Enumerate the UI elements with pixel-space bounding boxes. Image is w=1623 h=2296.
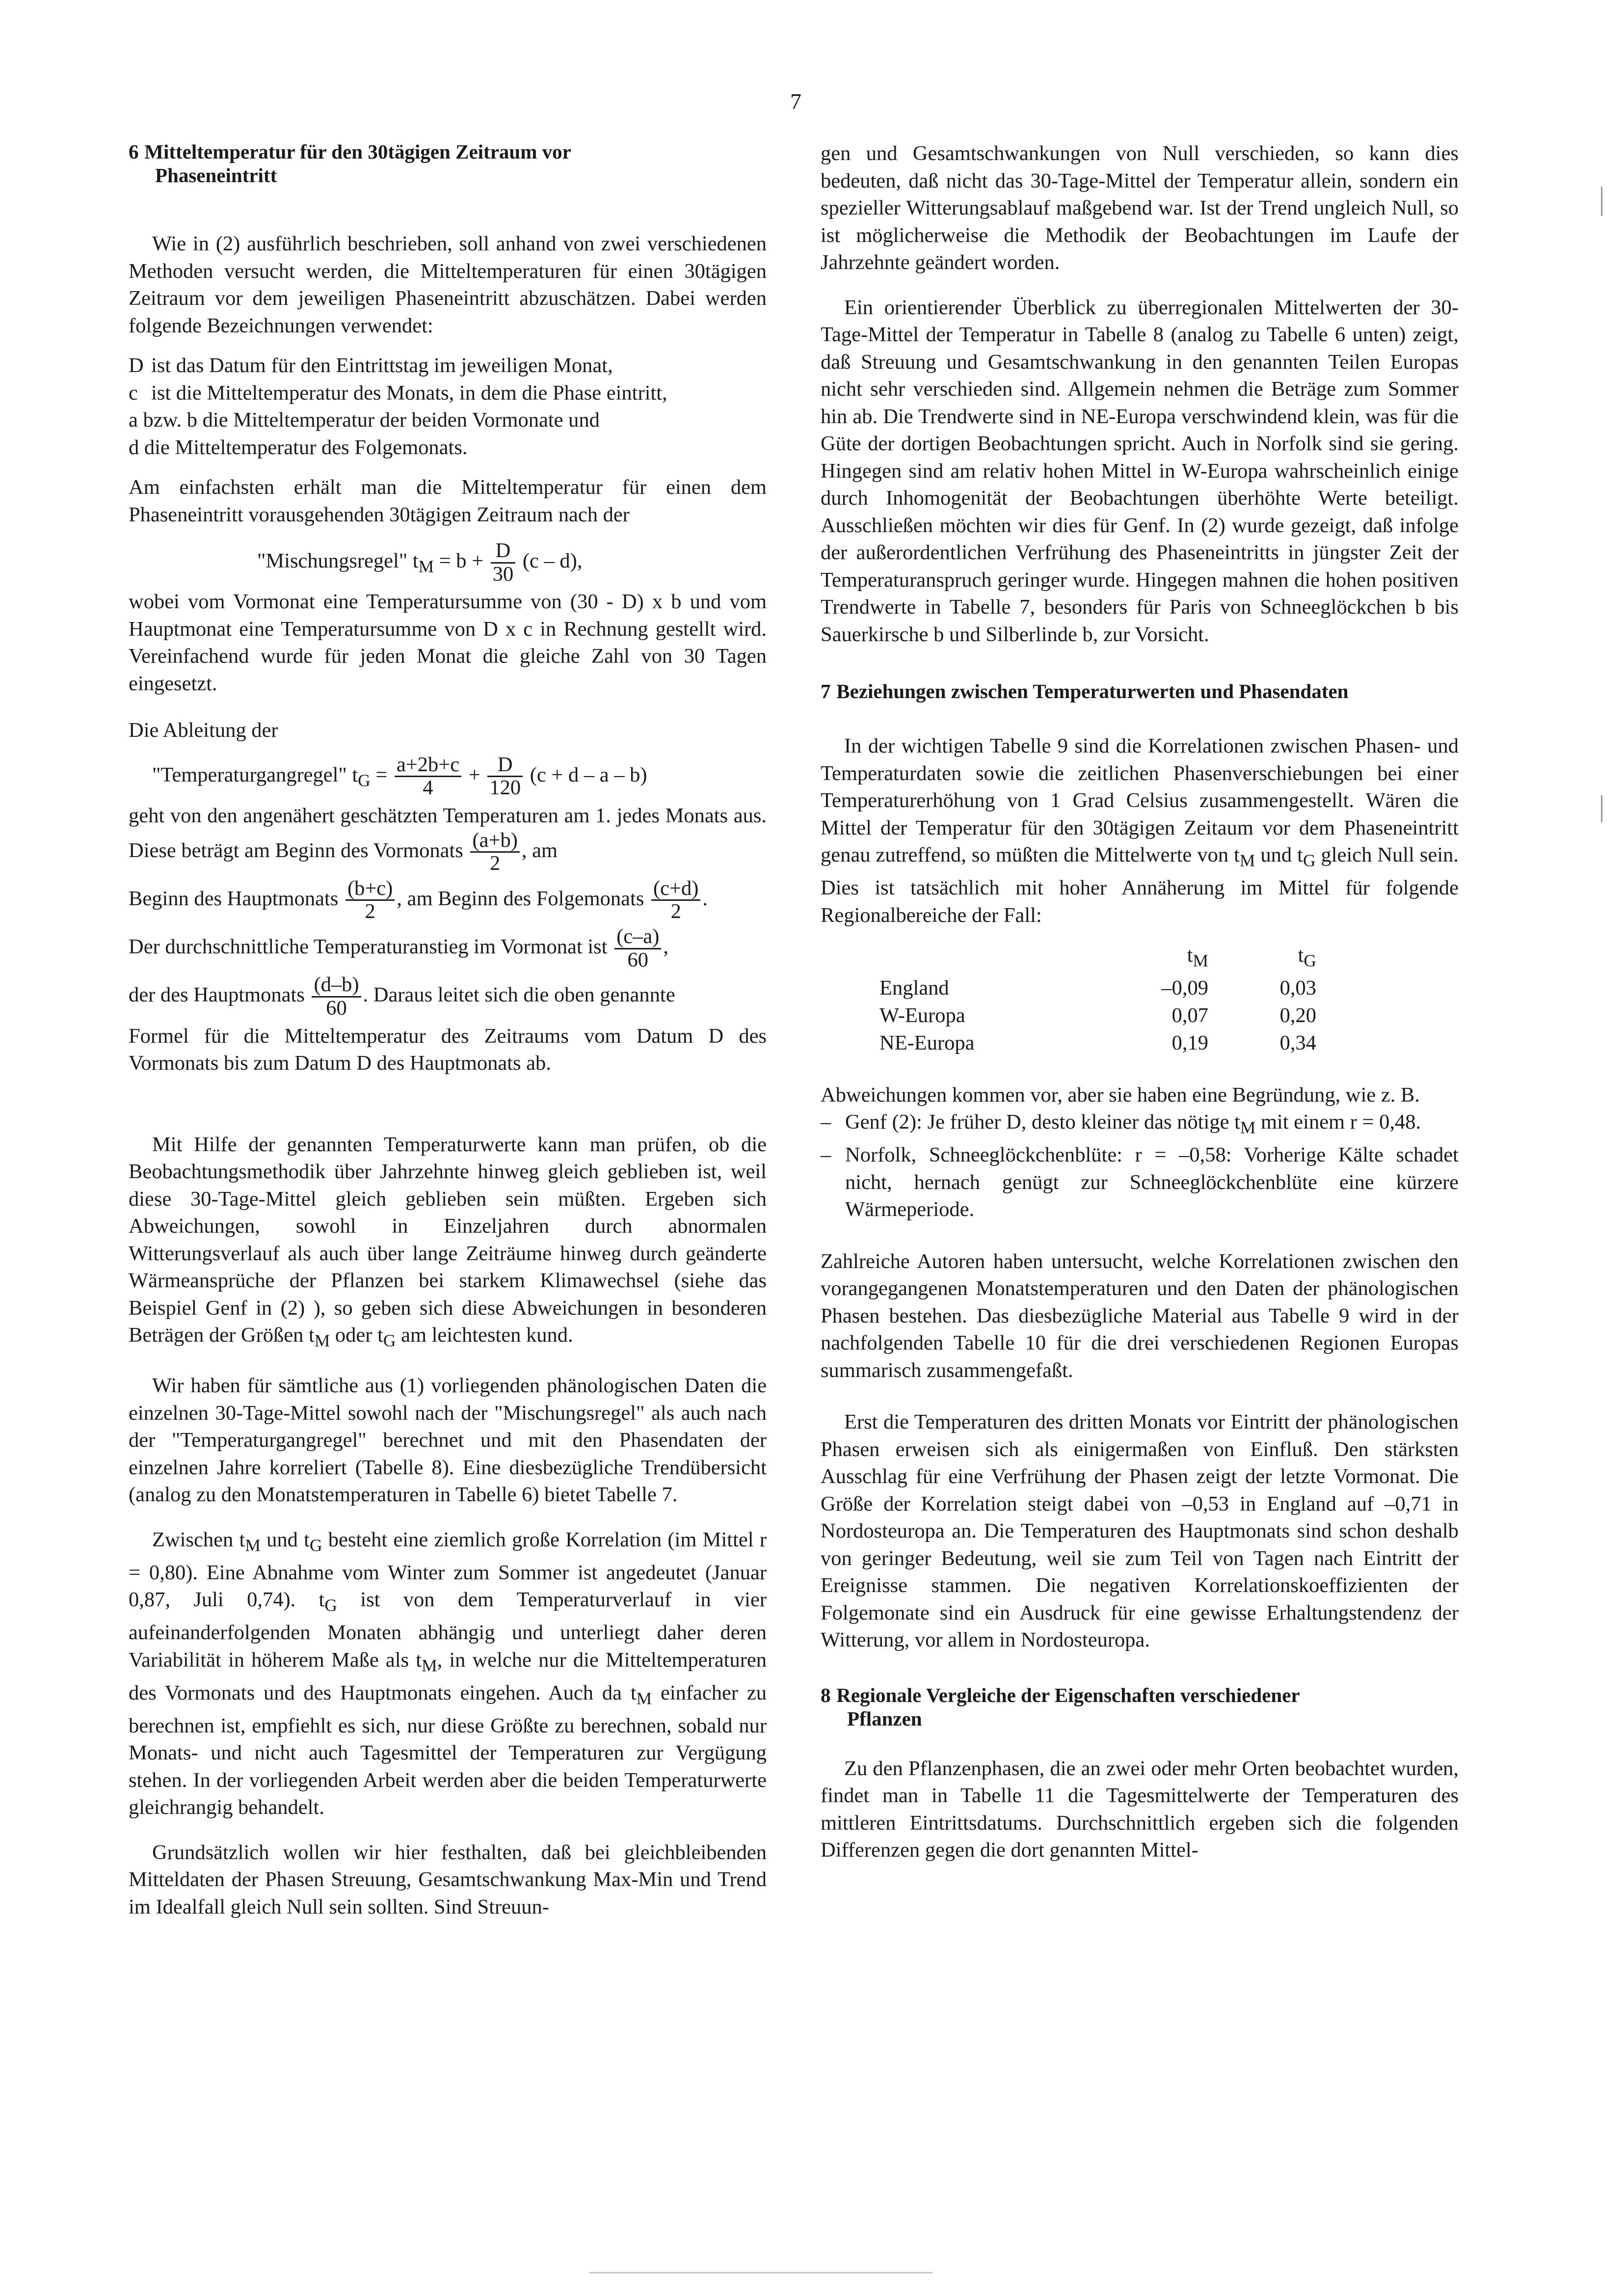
region-cell: W-Europa (879, 1003, 965, 1027)
fraction-ca (614, 926, 661, 971)
fraction-denominator: 2 (670, 900, 681, 923)
text-run: , am Beginn des Folgemonats (397, 887, 644, 910)
paragraph-anstieg-hauptmonat (129, 974, 767, 1019)
fraction-db (312, 974, 361, 1019)
regional-correlation-table (879, 942, 1316, 1057)
text-run: Der durchschnittliche Temperaturanstieg im Vormonat ist (129, 935, 608, 958)
definition-symbol: c (129, 381, 138, 405)
subscript: M (636, 1688, 652, 1708)
paragraph-autoren: Zahlreiche Autoren haben untersucht, welche Korrelationen zwischen den vorangegangenen Monatstemperaturen und den Daten der phänologischen Phasen bestehen. Das diesbezügliche Material aus Tabelle 9 wird in der nachfolgenden Tabelle 10 für die drei verschiedenen Regionen Europas summarisch zusammengefaßt. (821, 1249, 1459, 1382)
text-run: , (663, 935, 669, 958)
table-row (879, 1029, 1316, 1057)
text-run: , am (521, 838, 558, 862)
paragraph-6-intro: Wie in (2) ausführlich beschrieben, soll anhand von zwei verschiedenen Methoden versucht werden, die Mitteltemperaturen für einen 30tägigen Zeitraum vor dem jeweiligen Phaseneintritt abzuschätzen. Dabei werden folgende Bezeichnungen verwendet: (129, 232, 767, 337)
table-row (879, 974, 1316, 1002)
fraction-denominator: 60 (627, 948, 649, 972)
fraction-cd (651, 878, 700, 923)
text-run: Genf (2): Je früher D, desto kleiner das nötige t (845, 1110, 1240, 1134)
fraction-denominator: 30 (492, 562, 514, 586)
section-6-title-line1: Mitteltemperatur für den 30tägigen Zeitraum vor (144, 140, 571, 163)
text-run: besteht eine ziemlich große Korrelation (im Mittel r = 0,80). Eine Abnahme vom Winter zum Sommer ist angedeutet (Januar 0,87, Juli 0,74). t (129, 1528, 767, 1611)
temperaturgangregel-formula (152, 754, 767, 799)
section-7-title: Beziehungen zwischen Temperaturwerten und Phasendaten (836, 680, 1349, 702)
subscript: M (245, 1535, 261, 1555)
definition-ab: a bzw. b die Mitteltemperatur der beiden Vormonate und (129, 408, 600, 432)
scan-edge-mark (1601, 795, 1602, 822)
definition-D (129, 352, 767, 379)
paragraph-temperature-estimate (129, 802, 767, 875)
fraction-denominator: 2 (490, 852, 501, 875)
tm-cell: –0,09 (1161, 976, 1208, 999)
text-run: ist von dem Temperaturverlauf in vier aufeinanderfolgenden Monaten abhängig und unterliegt daher deren Variabilität in höherem Maße als t (129, 1588, 767, 1672)
page-number: 7 (790, 89, 801, 114)
paragraph-formula-summary: Formel für die Mitteltemperatur des Zeitraums vom Datum D des Vormonats bis zum Datum D des Hauptmonats ab. (129, 1024, 767, 1075)
paragraph-dritter-monat: Erst die Temperaturen des dritten Monats vor Eintritt der phänologischen Phasen erweisen sich als einigermaßen von Einfluß. Den stärksten Ausschlag für eine Verfrühung der Phasen zeigt der letzte Vormonat. Die Größe der Korrelation steigt dabei von –0,53 in England auf –0,71 in Nordosteuropa an. Die Temperaturen des Hauptmonats sind schon deshalb von geringer Bedeutung, weil sie zum Teil von Tagen nach Eintritt der Ereignisse stammen. Die negativen Korrelationskoeffizienten der Folgemonate sind ein Ausdruck für eine gewisse Erhaltungstendenz der Witterung, vor allem in Nordosteuropa. (821, 1410, 1459, 1651)
section-6-title-line2: Phaseneintritt (155, 164, 277, 187)
paragraph-tabelle-9 (821, 732, 1459, 929)
text-run: und t (1255, 843, 1303, 866)
paragraph-continuation: gen und Gesamtschwankungen von Null verschieden, so kann dies bedeuten, daß nicht das 30-Tage-Mittel der Temperatur allein, sondern ein spezieller Witterungsablauf maßgebend war. Ist der Trend ungleich Null, so ist möglicherweise die Methodik der Beobachtungen im Laufe der Jahrzehnte geändert worden. (821, 142, 1459, 274)
fraction-denominator: 120 (489, 776, 521, 800)
region-cell: England (879, 976, 949, 999)
formula-label: "Mischungsregel" t (257, 549, 419, 572)
scan-edge-mark (1601, 187, 1602, 216)
subscript: M (314, 1330, 330, 1351)
formula-label: "Temperaturgangregel" t (152, 763, 358, 786)
section-8-title-line1: Regionale Vergleiche der Eigenschaften verschiedener (836, 1683, 1300, 1706)
text-run: . (702, 887, 708, 910)
tm-cell: 0,19 (1171, 1031, 1208, 1054)
right-column (821, 140, 1459, 1864)
tg-cell: 0,20 (1279, 1003, 1316, 1027)
section-7-number: 7 (821, 680, 831, 702)
definition-text: ist das Datum für den Eintrittstag im jeweiligen Monat, (151, 354, 613, 377)
list-item-text (845, 1108, 1459, 1141)
left-column (129, 140, 767, 1920)
definition-c (129, 379, 767, 407)
paragraph-mischungsregel-intro: Am einfachsten erhält man die Mitteltemperatur für einen dem Phaseneintritt vorausgehenden 30tägigen Zeitraum nach der (129, 476, 767, 526)
paragraph-grundsaetzlich: Grundsätzlich wollen wir hier festhalten, daß bei gleichbleibenden Mitteldaten der Phasen Streuung, Gesamtschwankung Max-Min und Trend im Idealfall gleich Null sein sollten. Sind Streuun- (129, 1840, 767, 1918)
text-run: Mit Hilfe der genannten Temperaturwerte kann man prüfen, ob die Beobachtungsmethodik über Jahrzehnte hinweg gleich geblieben ist, weil diese 30-Tage-Mittel gleich geblieben sein müßten. Ergeben sich Abweichungen, sowohl in Einzeljahren durch abnormalen Witterungsverlauf als auch über lange Zeiträume hinweg durch geänderte Wärmeansprüche der Pflanzen bei starkem Klimawechsel (siehe das Beispiel Genf in (2) ), so geben sich diese Abweichungen in besonderen Beträgen der Größen t (129, 1133, 767, 1347)
definition-symbol: D (129, 354, 144, 377)
fraction-numerator: (d–b) (312, 974, 361, 998)
fraction-numerator: D (491, 540, 516, 564)
text-run: , in welche nur die Mitteltemperaturen des Vormonats und des Hauptmonats eingehen. Auch da t (129, 1648, 767, 1704)
formula-plus: + (468, 763, 480, 786)
text-run: am leichtesten kund. (396, 1324, 573, 1347)
text-run: Zwischen t (152, 1528, 245, 1551)
paragraph-anstieg-vormonat (129, 926, 767, 971)
mischungsregel-formula (257, 540, 767, 585)
tg-cell: 0,03 (1279, 976, 1316, 999)
fraction-denominator: 2 (365, 900, 375, 923)
section-8-number: 8 (821, 1683, 831, 1706)
text-run: und t (260, 1528, 310, 1551)
text-run: Beginn des Hauptmonats (129, 887, 339, 910)
column-header-tm: $t_M$ (1187, 944, 1208, 971)
paragraph-ueberblick: Ein orientierender Überblick zu überregionalen Mittelwerten der 30-Tage-Mittel der Temperatur in Tabelle 8 (analog zu Tabelle 6 unten) zeigt, daß Streuung und Gesamtschwankung in den genannten Teilen Europas nicht sehr verschieden sind. Allgemein nehmen die Beträge zum Sommer hin ab. Die Trendwerte sind in NE-Europa verschwindend klein, was für die Güte der dortigen Beobachtungen spricht. Auch in Norfolk sind sie gering. Hingegen sind am relativ hohen Mittel in W-Europa wahrscheinlich einige durch Inhomogenität der Beobachtungen überhöhte Werte beteiligt. Ausschließen möchten wir dies für Genf. In (2) wurde gezeigt, daß infolge der außerordentlichen Verfrühung des Phaseneintritts in jüngster Zeit der Temperaturanspruch geringer wurde. Hingegen mahnen die hohen positiven Trendwerte in Tabelle 7, besonders für Paris von Schneeglöckchen b bis Sauerkirsche b und Silberlinde b, zur Vorsicht. (821, 296, 1459, 646)
subscript: G (324, 1595, 337, 1615)
formula-equals: = (375, 763, 388, 786)
paragraph-hauptmonat-beginn (129, 878, 767, 923)
paragraph-abweichungen: Abweichungen kommen vor, aber sie haben eine Begründung, wie z. B. (821, 1083, 1420, 1107)
formula-equals: = b + (439, 549, 484, 572)
paragraph-korrelation-tm-tg (129, 1526, 767, 1821)
fraction-numerator: (c–a) (614, 926, 661, 949)
text-run: der des Hauptmonats (129, 983, 305, 1007)
list-dash: – (821, 1110, 831, 1134)
text-run: . Daraus leitet sich die oben genannte (363, 983, 675, 1007)
paragraph-pflanzenphasen: Zu den Pflanzenphasen, die an zwei oder mehr Orten beobachtet wurden, findet man in Tabelle 11 die Tagesmittelwerte der Temperaturen des mittleren Eintrittsdatums. Durchschnittlich ergeben sich die folgenden Differenzen gegen die dort genannten Mittel- (821, 1756, 1459, 1862)
tm-cell: 0,07 (1171, 1003, 1208, 1027)
section-6-heading (129, 140, 767, 187)
fraction-numerator: D (487, 754, 523, 778)
text-run: In der wichtigen Tabelle 9 sind die Korrelationen zwischen Phasen- und Temperaturdaten sowie die zeitlichen Phasenverschiebungen bei einer Temperaturerhöhung von 1 Grad Celsius zusammengestellt. Wären die Mittel der Temperatur für den 30tägigen Zeitaum vor dem Phaseneintritt genau zutreffend, so müßten die Mittelwerte von t (821, 734, 1459, 866)
text-run: mit einem r = 0,48. (1255, 1110, 1421, 1134)
formula-subscript: M (418, 556, 434, 576)
fraction-numerator: (c+d) (651, 878, 700, 901)
text-run: oder t (330, 1324, 383, 1347)
fraction-ab (470, 830, 519, 875)
region-cell: NE-Europa (879, 1031, 975, 1054)
list-item (821, 1108, 1459, 1141)
text-run: geht von den angenähert geschätzten Temperaturen am 1. jedes Monats aus. Diese beträgt am Beginn des Vormonats (129, 804, 767, 862)
section-8-title-line2: Pflanzen (847, 1707, 922, 1730)
formula-subscript: G (358, 770, 371, 790)
fraction-bc (346, 878, 395, 923)
column-header-tg: $t_G$ (1298, 944, 1316, 971)
subscript: G (309, 1535, 322, 1555)
subscript: M (1239, 850, 1255, 870)
fraction-numerator: a+2b+c (395, 754, 461, 778)
paragraph-methodik-check (129, 1131, 767, 1355)
text-run: gleich Null sein. Dies ist tatsächlich mit hoher Annäherung im Mittel für folgende Regionalbereiche der Fall: (821, 843, 1459, 927)
formula-tail: (c + d – a – b) (530, 763, 647, 786)
paragraph-mischungsregel-explanation: wobei vom Vormonat eine Temperatursumme von (30 - D) x b und vom Hauptmonat eine Temperatursumme von D x c in Rechnung gestellt wird. Vereinfachend wurde für jeden Monat die gleiche Zahl von 30 Tagen eingesetzt. (129, 590, 767, 695)
scan-artifact-line (589, 2272, 932, 2273)
formula-fraction (491, 540, 516, 585)
tg-cell: 0,34 (1279, 1031, 1316, 1054)
formula-fraction (395, 754, 461, 799)
table-row (879, 1002, 1316, 1029)
section-7-heading (821, 679, 1459, 703)
list-dash: – (821, 1143, 831, 1166)
subscript: M (1240, 1117, 1256, 1137)
section-8-heading (821, 1683, 1459, 1730)
fraction-denominator: 4 (423, 776, 433, 800)
list-item (821, 1141, 1459, 1223)
paragraph-trenduebersicht: Wir haben für sämtliche aus (1) vorliegenden phänologischen Daten die einzelnen 30-Tage-Mittel sowohl nach der "Mischungsregel" als auch nach der "Temperaturgangregel" berechnet und mit den Phasendaten der einzelnen Jahre korreliert (Tabelle 8). Eine diesbezügliche Trendübersicht (analog zu den Monatstemperaturen in Tabelle 6) bietet Tabelle 7. (129, 1374, 767, 1506)
subscript: M (422, 1655, 437, 1675)
text-run: einfacher zu berechnen ist, empfiehlt es sich, nur diese Größte zu berechnen, sobald nur Monats- und nicht auch Tagesmittel der Temperaturen zur Vergügung stehen. In der vorliegenden Arbeit werden aber die beiden Temperaturwerte gleichrangig behandelt. (129, 1681, 767, 1819)
fraction-numerator: (a+b) (470, 830, 519, 853)
formula-fraction (487, 754, 523, 799)
definition-list (129, 352, 767, 461)
subscript: G (1303, 850, 1316, 870)
definition-d: d die Mitteltemperatur des Folgemonats. (129, 435, 468, 459)
section-6-number: 6 (129, 140, 139, 163)
list-item-text: Norfolk, Schneeglöckchenblüte: r = –0,58: Vorherige Kälte schadet nicht, hernach genügt zur Schneeglöckchenblüte eine kürzere Wärmeperiode. (845, 1143, 1459, 1221)
table-header-row (879, 942, 1316, 974)
fraction-numerator: (b+c) (346, 878, 395, 901)
formula-tail: (c – d), (522, 549, 583, 572)
definition-text: ist die Mitteltemperatur des Monats, in dem die Phase eintritt, (151, 381, 667, 405)
subscript: G (383, 1330, 396, 1351)
fraction-denominator: 60 (326, 996, 347, 1020)
paragraph-ableitung: Die Ableitung der (129, 719, 278, 742)
